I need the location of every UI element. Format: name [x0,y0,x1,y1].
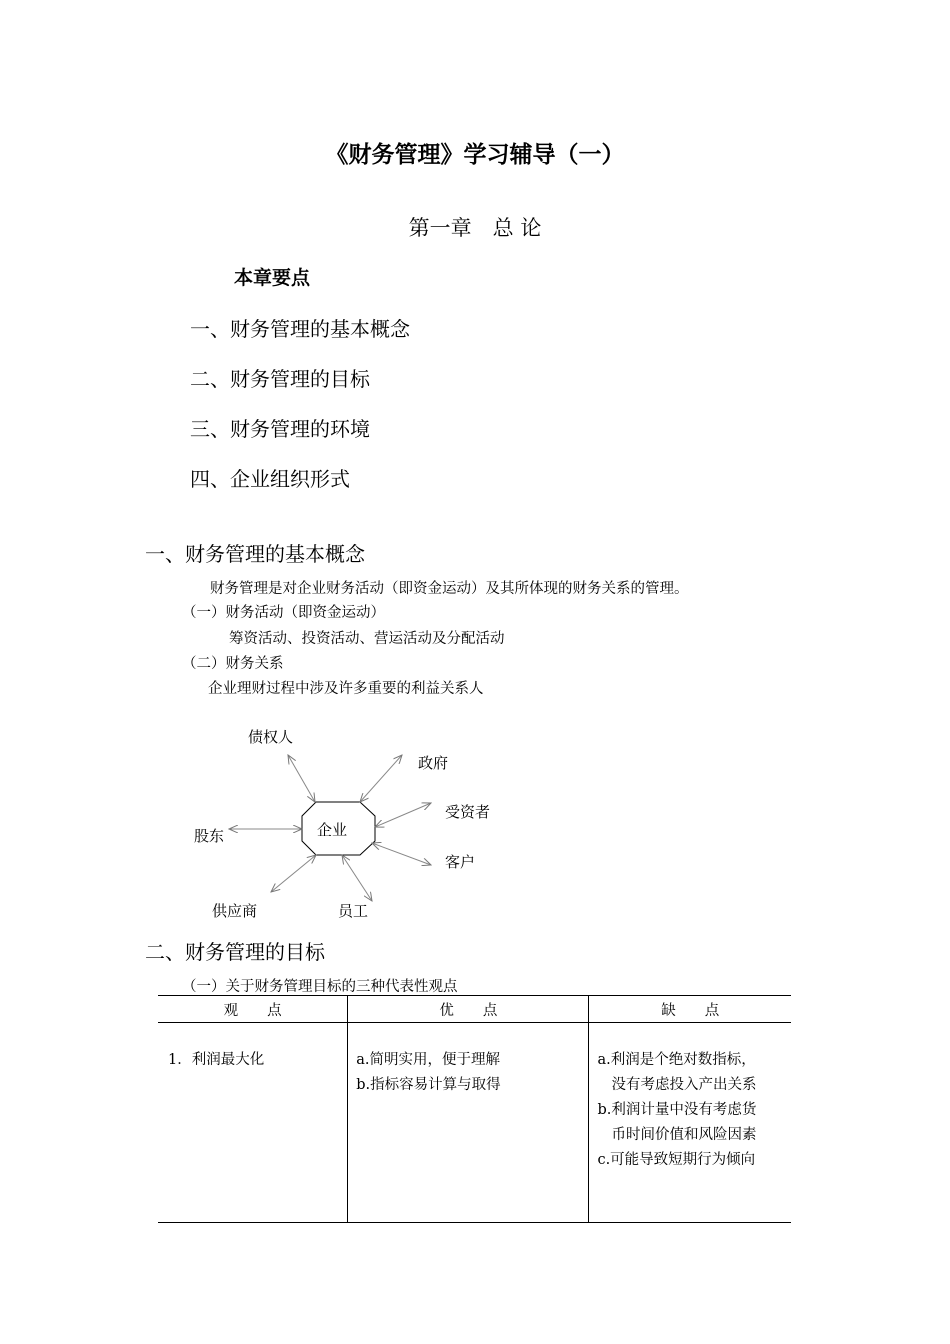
arrow-customer [372,843,431,865]
cons-item: 没有考虑投入产出关系 [611,1077,757,1093]
document-title: 《财务管理》学习辅导（一） [325,142,625,168]
government-label: 政府 [418,754,449,772]
key-points-heading: 本章要点 [234,267,311,289]
table-header-row [158,996,791,1023]
supplier-label: 供应商 [212,902,258,920]
enterprise-label: 企业 [317,821,348,839]
cons-item: c.可能导致短期行为倾向 [597,1152,756,1168]
creditor-label: 债权人 [248,728,294,746]
pros-item: a.简明实用，便于理解 [356,1052,500,1068]
key-point-item: 二、财务管理的目标 [190,367,370,391]
view-text: 1．利润最大化 [168,1052,265,1068]
arrow-employee [342,855,372,901]
shareholder-label: 股东 [194,827,225,845]
pros-item: b.指标容易计算与取得 [356,1077,501,1093]
pros-cell [348,1023,589,1223]
key-point-item: 四、企业组织形式 [190,467,350,491]
view-cell [158,1023,348,1223]
definition-text: 财务管理是对企业财务活动（即资金运动）及其所体现的财务关系的管理。 [210,581,689,597]
key-point-item: 一、财务管理的基本概念 [190,317,410,341]
section2-heading: 二、财务管理的目标 [145,940,325,964]
goals-table [158,995,791,1223]
header-cons: 缺 点 [589,996,791,1023]
financial-relations-text: 企业理财过程中涉及许多重要的利益关系人 [208,681,484,697]
cons-item: 币时间价值和风险因素 [611,1127,757,1143]
cons-cell [589,1023,791,1223]
chapter-heading: 第一章 总 论 [408,216,542,240]
cons-item: a.利润是个绝对数指标， [597,1052,756,1068]
subheading-financial-relations: （二）财务关系 [182,656,284,672]
subheading-financial-activities: （一）财务活动（即资金运动） [182,605,385,621]
cons-item: b.利润计量中没有考虑货 [597,1102,757,1118]
financial-activities-text: 筹资活动、投资活动、营运活动及分配活动 [229,631,505,647]
arrow-government [360,755,402,802]
employee-label: 员工 [338,902,369,920]
arrow-investee [375,803,431,827]
header-pros: 优 点 [348,996,589,1023]
header-view: 观 点 [158,996,348,1023]
section1-heading: 一、财务管理的基本概念 [145,542,365,566]
table-caption: （一）关于财务管理目标的三种代表性观点 [182,979,458,995]
table-row [158,1023,791,1223]
arrow-supplier [271,855,316,892]
customer-label: 客户 [445,853,476,871]
arrow-creditor [288,755,315,802]
key-point-item: 三、财务管理的环境 [190,417,370,441]
investee-label: 受资者 [445,803,491,821]
